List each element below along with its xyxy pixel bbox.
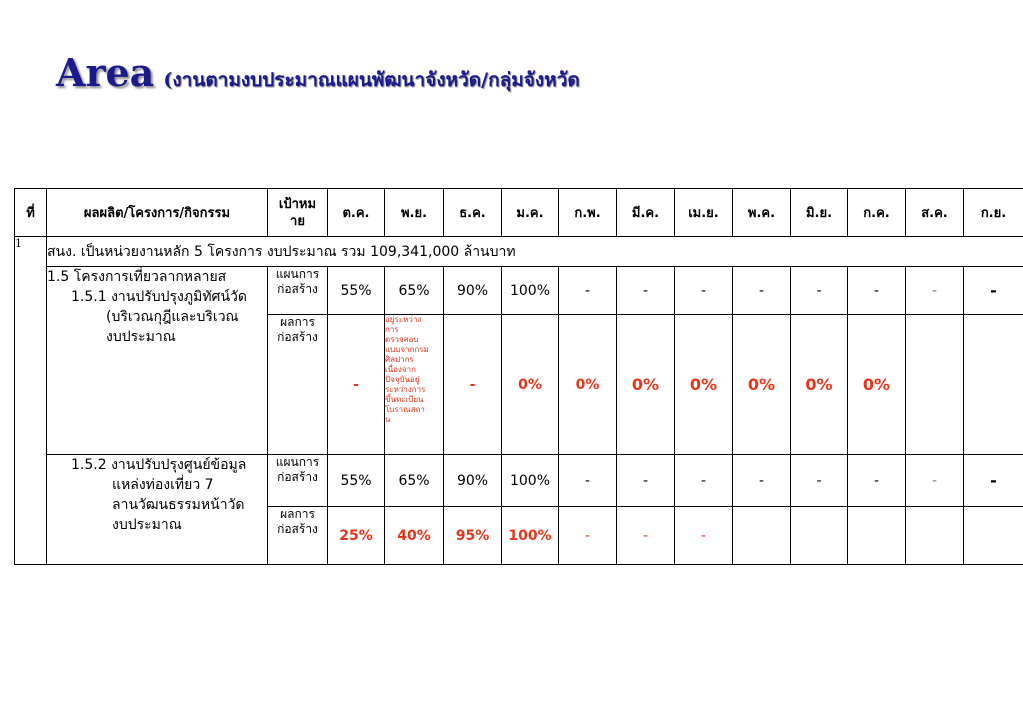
header-month: เม.ย. xyxy=(675,189,733,237)
project1-line: 1.5 โครงการเที่ยวลากหลายส xyxy=(47,269,227,285)
project2-description xyxy=(47,455,268,565)
header-target xyxy=(268,189,328,237)
plan-cell: - xyxy=(848,455,906,507)
note-line: ระหว่างการ xyxy=(385,385,426,394)
header-month: พ.ย. xyxy=(385,189,444,237)
label-line: ก่อสร้าง xyxy=(277,282,318,296)
project2-plan-row xyxy=(15,455,1023,507)
plan-cell: - xyxy=(675,267,733,315)
result-cell xyxy=(848,507,906,565)
plan-cell: - xyxy=(791,455,848,507)
seq-cell: 1 xyxy=(15,237,47,565)
page-title xyxy=(56,50,580,95)
header-month: ก.พ. xyxy=(559,189,617,237)
note-line: การ xyxy=(385,325,399,334)
plan-cell: - xyxy=(617,267,675,315)
note-line: ศิลปากร xyxy=(385,355,414,364)
result-cell: 0% xyxy=(791,315,848,455)
plan-label xyxy=(268,267,328,315)
result-cell xyxy=(733,507,791,565)
result-cell: 0% xyxy=(617,315,675,455)
header-output: ผลผลิต/โครงการ/กิจกรรม xyxy=(47,189,268,237)
plan-label xyxy=(268,455,328,507)
plan-cell: 100% xyxy=(502,455,559,507)
plan-cell: 100% xyxy=(502,267,559,315)
title-main: Area xyxy=(56,50,155,95)
result-cell: - xyxy=(617,507,675,565)
plan-cell: - xyxy=(848,267,906,315)
note-line: น xyxy=(385,415,391,424)
result-cell: 25% xyxy=(328,507,385,565)
label-line: ก่อสร้าง xyxy=(277,522,318,536)
note-line: อยู่ระหว่าง xyxy=(385,315,422,324)
result-cell: - xyxy=(328,315,385,455)
header-month: ม.ค. xyxy=(502,189,559,237)
title-subtitle: (งานตามงบประมาณแผนพัฒนาจังหวัด/กลุ่มจังหวัด xyxy=(163,69,580,91)
project1-line: 1.5.1 งานปรับปรุงภูมิทัศน์วัด xyxy=(71,289,247,305)
header-row xyxy=(15,189,1023,237)
header-target-line2: าย xyxy=(290,213,305,229)
result-cell: 0% xyxy=(675,315,733,455)
header-month: ก.ย. xyxy=(964,189,1023,237)
header-month: พ.ค. xyxy=(733,189,791,237)
header-seq: ที่ xyxy=(15,189,47,237)
plan-cell: - xyxy=(559,267,617,315)
result-cell xyxy=(906,507,964,565)
plan-cell: - xyxy=(906,455,964,507)
result-cell: 0% xyxy=(559,315,617,455)
label-line: ผลการ xyxy=(280,507,315,521)
result-label xyxy=(268,315,328,455)
header-month: ต.ค. xyxy=(328,189,385,237)
plan-cell: 65% xyxy=(385,455,444,507)
header-month: มี.ค. xyxy=(617,189,675,237)
plan-cell: - xyxy=(791,267,848,315)
note-line: เนื่องจาก xyxy=(385,365,416,374)
plan-cell: - xyxy=(675,455,733,507)
summary-row xyxy=(15,237,1023,267)
header-month: ก.ค. xyxy=(848,189,906,237)
project2-line: แหล่งท่องเที่ยว 7 xyxy=(112,477,214,493)
note-line: ขึ้นทะเบียน xyxy=(385,395,424,404)
label-line: แผนการ xyxy=(275,267,320,281)
summary-cell: สนง. เป็นหน่วยงานหลัก 5 โครงการ งบประมาณ รวม 109,341,000 ล้านบาท xyxy=(47,237,1023,267)
header-target-line1: เป้าหม xyxy=(278,196,317,212)
project1-plan-row xyxy=(15,267,1023,315)
project2-line: 1.5.2 งานปรับปรุงศูนย์ข้อมูล xyxy=(71,457,247,473)
plan-cell: - xyxy=(733,267,791,315)
plan-cell: 55% xyxy=(328,267,385,315)
project2-line: ลานวัฒนธรรมหน้าวัด xyxy=(112,497,245,513)
project1-line: งบประมาณ xyxy=(106,329,176,345)
plan-cell: 90% xyxy=(444,267,502,315)
note-line: ตรวจสอบ xyxy=(385,335,419,344)
result-note xyxy=(385,315,444,455)
result-cell xyxy=(906,315,964,455)
header-month: ธ.ค. xyxy=(444,189,502,237)
plan-cell: 55% xyxy=(328,455,385,507)
note-line: โบราณสถา xyxy=(385,405,425,414)
plan-table xyxy=(14,188,1023,565)
result-cell: 0% xyxy=(502,315,559,455)
result-cell: - xyxy=(559,507,617,565)
result-cell: 95% xyxy=(444,507,502,565)
result-cell xyxy=(964,507,1023,565)
header-month: ส.ค. xyxy=(906,189,964,237)
result-cell: 100% xyxy=(502,507,559,565)
project1-description xyxy=(47,267,268,455)
note-line: ปัจจุบันอยู่ xyxy=(385,375,420,384)
header-month: มิ.ย. xyxy=(791,189,848,237)
result-cell: 40% xyxy=(385,507,444,565)
plan-cell: - xyxy=(559,455,617,507)
result-cell xyxy=(964,315,1023,455)
plan-cell: 65% xyxy=(385,267,444,315)
plan-cell: - xyxy=(617,455,675,507)
project1-line: (บริเวณกุฎีและบริเวณ xyxy=(106,309,239,325)
result-cell: 0% xyxy=(848,315,906,455)
result-label xyxy=(268,507,328,565)
project2-line: งบประมาณ xyxy=(112,517,182,533)
result-cell: - xyxy=(675,507,733,565)
label-line: ก่อสร้าง xyxy=(277,330,318,344)
label-line: แผนการ xyxy=(275,455,320,469)
result-cell: 0% xyxy=(733,315,791,455)
result-cell: - xyxy=(444,315,502,455)
plan-cell: 90% xyxy=(444,455,502,507)
plan-cell: - xyxy=(906,267,964,315)
note-line: แบบจากกรม xyxy=(385,345,429,354)
result-cell xyxy=(791,507,848,565)
plan-cell: - xyxy=(733,455,791,507)
label-line: ก่อสร้าง xyxy=(277,470,318,484)
plan-cell: - xyxy=(964,267,1023,315)
plan-cell: - xyxy=(964,455,1023,507)
label-line: ผลการ xyxy=(280,315,315,329)
